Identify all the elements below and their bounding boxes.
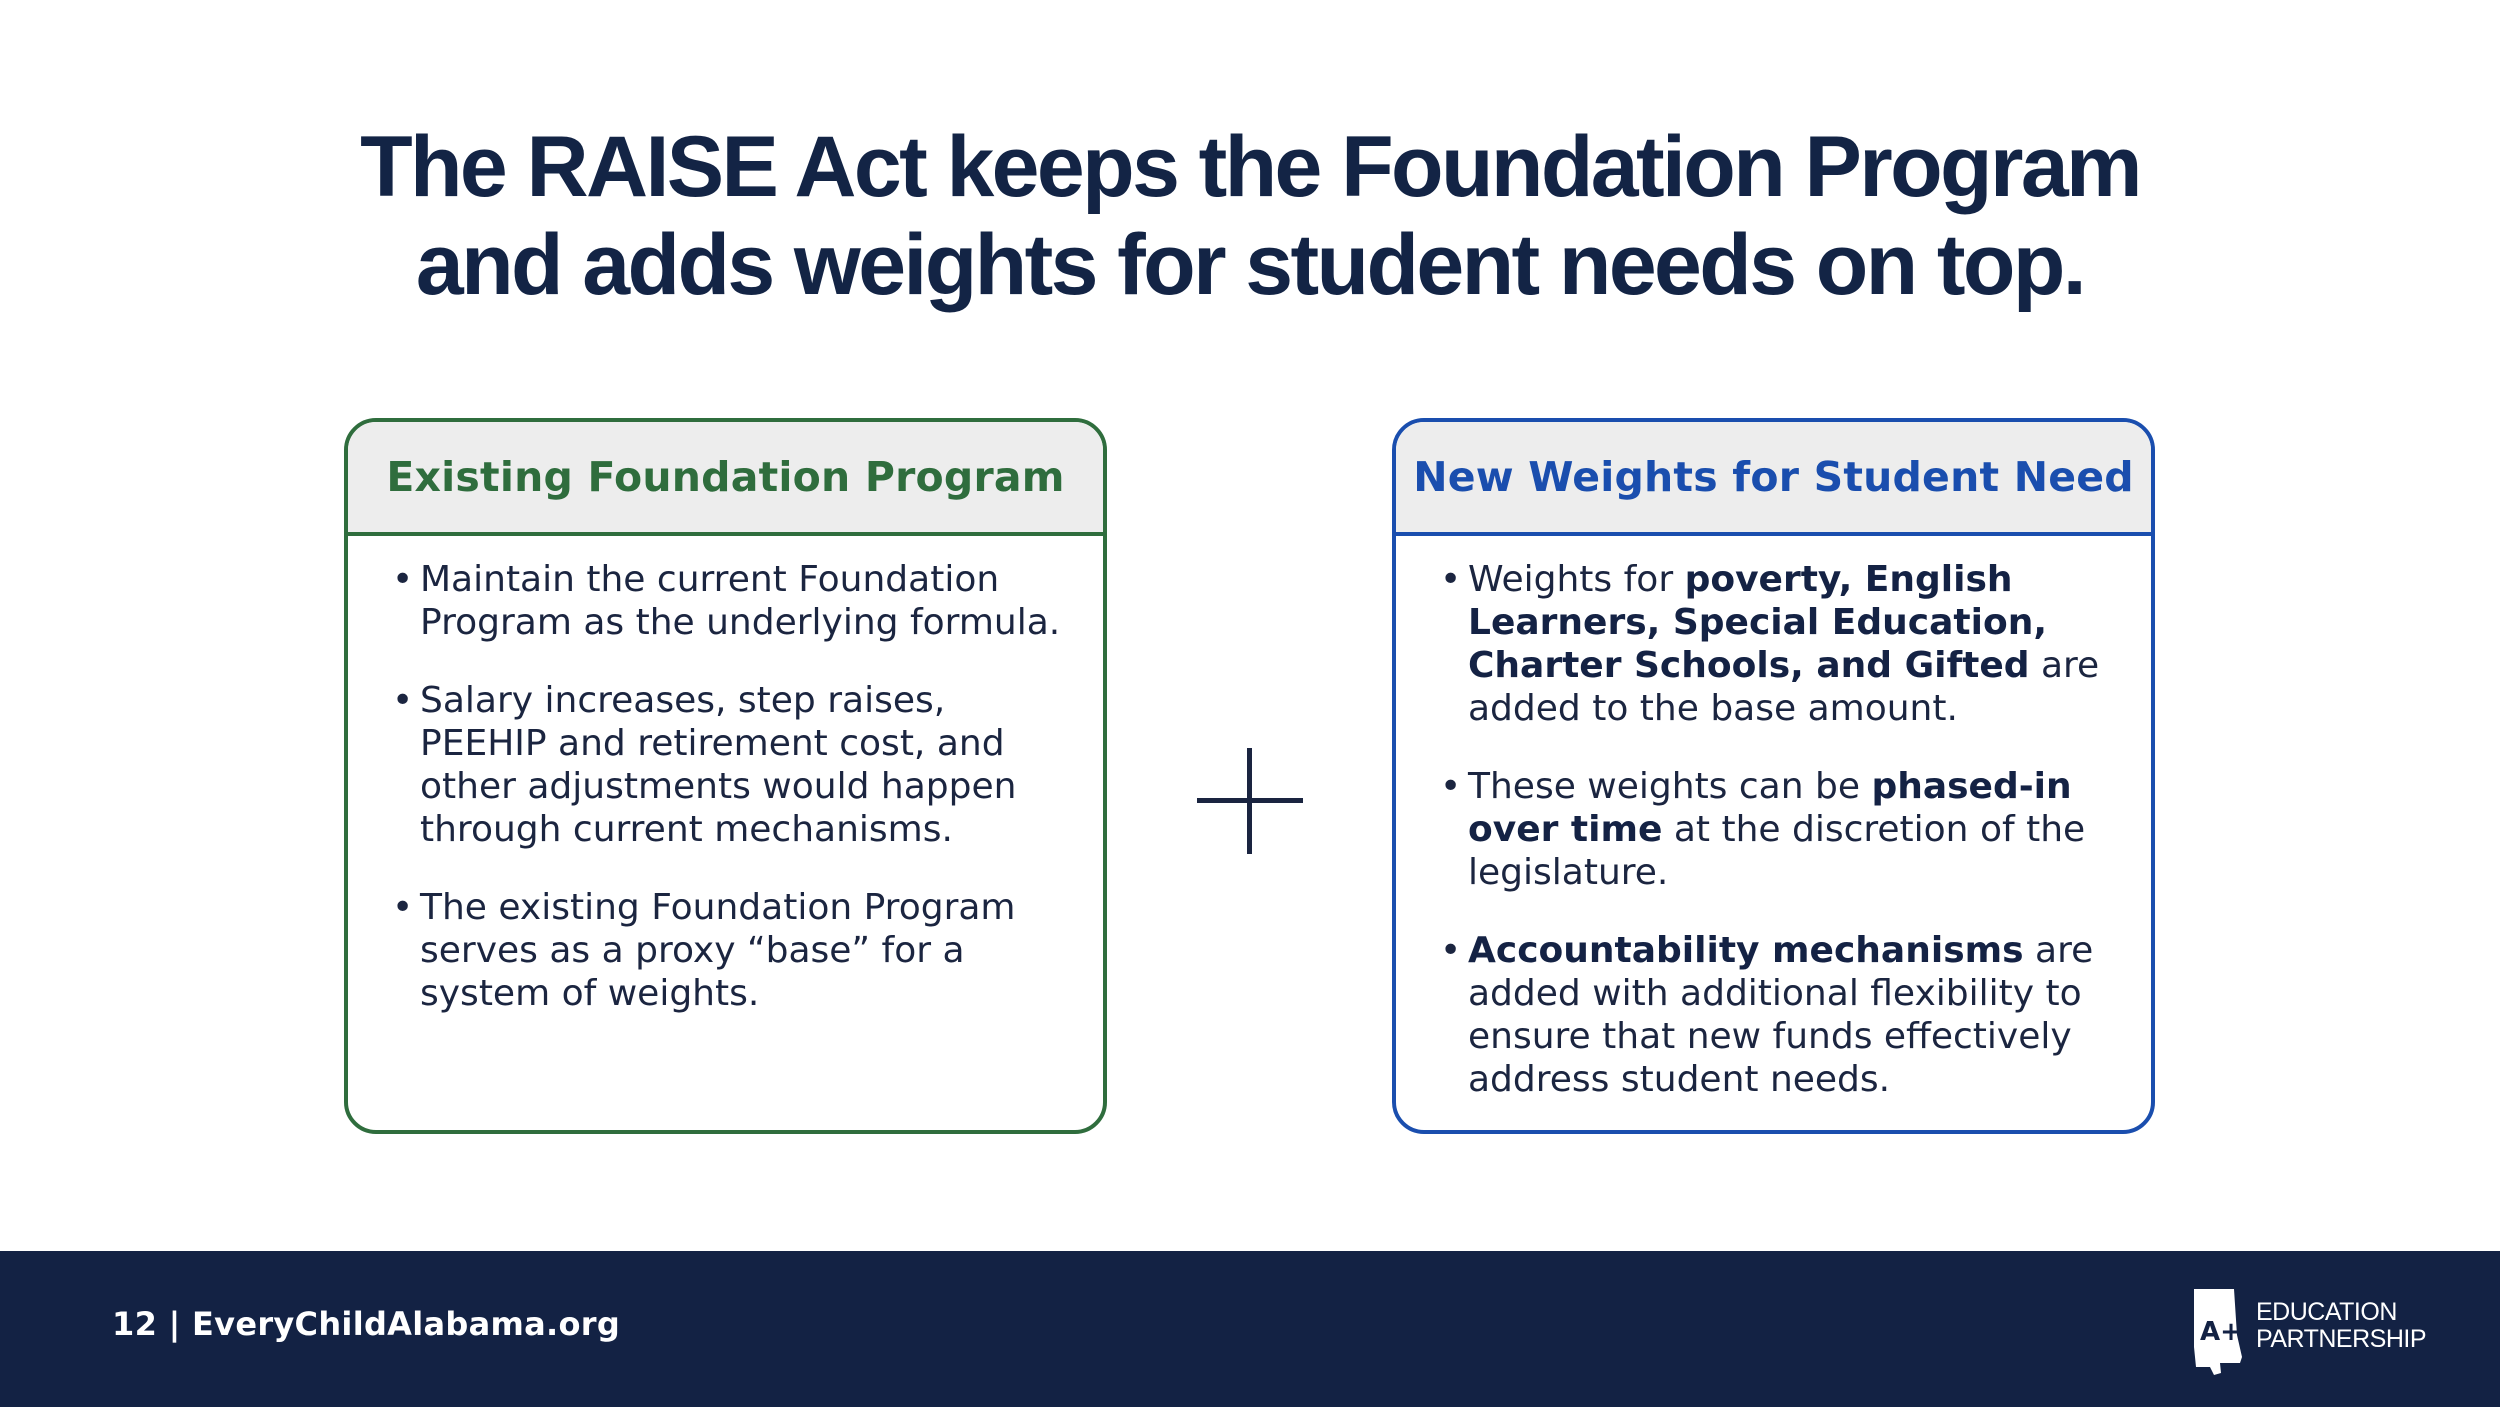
- bullet-text: Weights for: [1468, 559, 1685, 600]
- bullet-bold-text: poverty, English Learners, Special Education, Charter Schools, and Gifted: [1468, 559, 2048, 686]
- bullet-bold-text: Accountability mechanisms: [1468, 930, 2024, 971]
- existing-foundation-list: [348, 536, 1103, 1015]
- list-item: [1440, 558, 2111, 730]
- bullet-text: are added to the base amount.: [1468, 645, 2100, 729]
- list-item: • Maintain the current Foundation Program as the underlying formula.: [392, 558, 1063, 644]
- footer-bar: [0, 1251, 2500, 1407]
- logo-mark-text: A+: [2200, 1317, 2242, 1347]
- plus-icon: [1197, 748, 1303, 854]
- footer-page-and-url: 12 | EveryChildAlabama.org: [112, 1305, 621, 1343]
- new-weights-list: [1396, 536, 2151, 1101]
- slide-title: [0, 118, 2500, 314]
- bullet-text: are added with additional flexibility to ensure that new funds effectively address student needs.: [1468, 930, 2094, 1100]
- new-weights-header: New Weights for Student Need: [1396, 422, 2151, 536]
- new-weights-card: [1392, 418, 2155, 1134]
- existing-foundation-card: [344, 418, 1107, 1134]
- logo-line-2: PARTNERSHIP: [2256, 1325, 2427, 1353]
- bullet-bold-text: phased-in over time: [1468, 766, 2072, 850]
- list-item: • The existing Foundation Program serves as a proxy “base” for a system of weights.: [392, 886, 1063, 1015]
- bullet-text: These weights can be: [1468, 766, 1872, 807]
- title-line-1: The RAISE Act keeps the Foundation Program: [360, 119, 2140, 215]
- list-item: [1440, 765, 2111, 894]
- logo-wordmark: [2256, 1299, 2426, 1353]
- logo-line-1: EDUCATION: [2256, 1298, 2397, 1326]
- title-line-2: and adds weights for student needs on top.: [415, 217, 2085, 313]
- list-item: [1440, 929, 2111, 1101]
- bullet-text: at the discretion of the legislature.: [1468, 809, 2086, 893]
- existing-foundation-header: Existing Foundation Program: [348, 422, 1103, 536]
- a-plus-education-partnership-logo: [2190, 1287, 2427, 1383]
- list-item: • Salary increases, step raises, PEEHIP and retirement cost, and other adjustments would happen through current mechanisms.: [392, 679, 1063, 851]
